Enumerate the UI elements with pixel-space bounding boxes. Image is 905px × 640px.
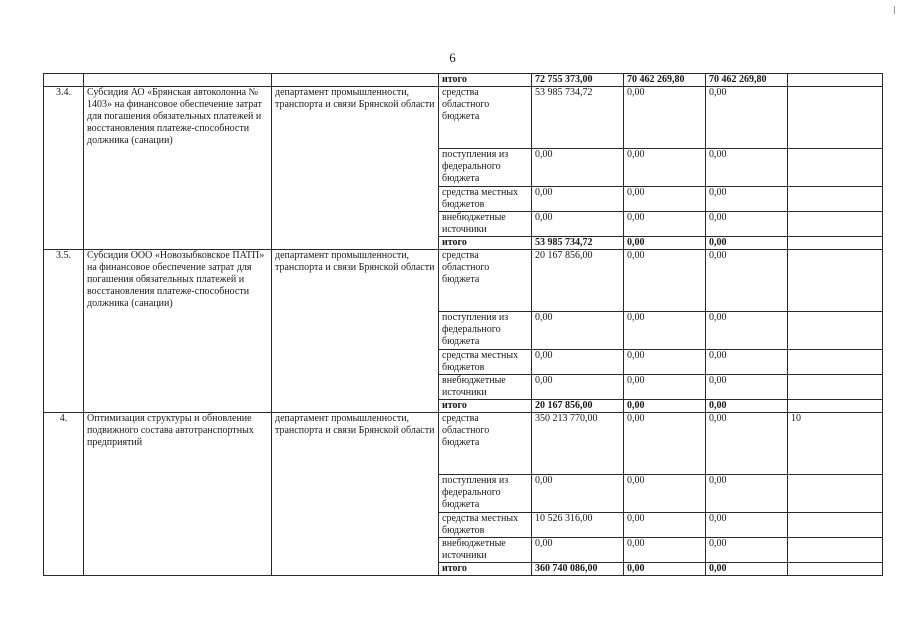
- item-indicator: [788, 250, 883, 312]
- funding-row: [44, 413, 883, 475]
- top-totals-row: [44, 74, 883, 87]
- total-value: 70 462 269,80: [706, 74, 788, 87]
- amount-value: 0,00: [706, 375, 788, 400]
- amount-value: 0,00: [706, 350, 788, 375]
- funding-source: средства местных бюджетов: [439, 513, 532, 538]
- amount-value: 0,00: [706, 250, 788, 312]
- funding-source: внебюджетные источники: [439, 538, 532, 563]
- total-label: итого: [439, 237, 532, 250]
- funding-source: средства областного бюджета: [439, 413, 532, 475]
- amount-value: 0,00: [532, 212, 624, 237]
- item-name: Субсидия АО «Брянская автоколонна № 1403» на финансовое обеспечение затрат для погашения обязательных платежей и восстановления платеже-способности должника (санации): [84, 87, 272, 250]
- total-value: 72 755 373,00: [532, 74, 624, 87]
- amount-value: 0,00: [624, 187, 706, 212]
- funding-row: [44, 250, 883, 312]
- amount-value: 0,00: [624, 513, 706, 538]
- item-name: Субсидия ООО «Новозыбковское ПАТП» на финансовое обеспечение затрат для погашения обязательных платежей и восстановления платеже-способности должника (санации): [84, 250, 272, 413]
- total-value: 53 985 734,72: [532, 237, 624, 250]
- amount-value: 0,00: [706, 312, 788, 350]
- amount-value: 0,00: [624, 375, 706, 400]
- empty-cell: [44, 74, 84, 87]
- amount-value: 0,00: [706, 87, 788, 149]
- total-value: 0,00: [706, 563, 788, 576]
- item-department: департамент промышленности, транспорта и связи Брянской области: [272, 87, 439, 250]
- empty-cell: [788, 350, 883, 375]
- funding-row: [44, 87, 883, 149]
- amount-value: 0,00: [532, 350, 624, 375]
- amount-value: 0,00: [706, 212, 788, 237]
- funding-source: внебюджетные источники: [439, 375, 532, 400]
- total-value: 0,00: [706, 237, 788, 250]
- funding-source: средства областного бюджета: [439, 87, 532, 149]
- amount-value: 0,00: [532, 149, 624, 187]
- amount-value: 0,00: [532, 375, 624, 400]
- empty-cell: [788, 312, 883, 350]
- amount-value: 350 213 770,00: [532, 413, 624, 475]
- budget-table: [43, 73, 883, 576]
- amount-value: 0,00: [706, 475, 788, 513]
- total-value: 70 462 269,80: [624, 74, 706, 87]
- funding-source: поступления из федерального бюджета: [439, 475, 532, 513]
- empty-cell: [788, 375, 883, 400]
- empty-cell: [788, 237, 883, 250]
- total-value: 0,00: [624, 563, 706, 576]
- funding-source: средства местных бюджетов: [439, 350, 532, 375]
- funding-source: внебюджетные источники: [439, 212, 532, 237]
- amount-value: 0,00: [706, 413, 788, 475]
- amount-value: 0,00: [624, 87, 706, 149]
- amount-value: 0,00: [624, 250, 706, 312]
- amount-value: 0,00: [624, 475, 706, 513]
- item-number: 3.5.: [44, 250, 84, 413]
- empty-cell: [788, 513, 883, 538]
- amount-value: 0,00: [624, 212, 706, 237]
- amount-value: 0,00: [706, 513, 788, 538]
- amount-value: 20 167 856,00: [532, 250, 624, 312]
- amount-value: 0,00: [706, 538, 788, 563]
- amount-value: 0,00: [624, 413, 706, 475]
- empty-cell: [788, 475, 883, 513]
- page-number: 6: [449, 50, 456, 65]
- item-department: департамент промышленности, транспорта и связи Брянской области: [272, 413, 439, 576]
- amount-value: 0,00: [624, 149, 706, 187]
- total-label: итого: [439, 563, 532, 576]
- item-indicator: [788, 87, 883, 149]
- amount-value: 0,00: [532, 312, 624, 350]
- total-label: итого: [439, 400, 532, 413]
- amount-value: 0,00: [532, 187, 624, 212]
- empty-cell: [788, 563, 883, 576]
- item-name: Оптимизация структуры и обновление подвижного состава автотранспортных предприятий: [84, 413, 272, 576]
- total-value: 20 167 856,00: [532, 400, 624, 413]
- item-department: департамент промышленности, транспорта и связи Брянской области: [272, 250, 439, 413]
- funding-source: поступления из федерального бюджета: [439, 312, 532, 350]
- empty-cell: [788, 187, 883, 212]
- amount-value: 0,00: [624, 312, 706, 350]
- budget-table-body: [44, 74, 883, 576]
- total-label: итого: [439, 74, 532, 87]
- total-value: 360 740 086,00: [532, 563, 624, 576]
- empty-cell: [84, 74, 272, 87]
- empty-cell: [272, 74, 439, 87]
- empty-cell: [788, 212, 883, 237]
- amount-value: 0,00: [706, 187, 788, 212]
- empty-cell: [788, 149, 883, 187]
- funding-source: средства областного бюджета: [439, 250, 532, 312]
- item-number: 3.4.: [44, 87, 84, 250]
- total-value: 0,00: [706, 400, 788, 413]
- amount-value: 53 985 734,72: [532, 87, 624, 149]
- total-value: 0,00: [624, 400, 706, 413]
- item-indicator: 10: [788, 413, 883, 475]
- funding-source: поступления из федерального бюджета: [439, 149, 532, 187]
- funding-source: средства местных бюджетов: [439, 187, 532, 212]
- item-number: 4.: [44, 413, 84, 576]
- empty-cell: [788, 74, 883, 87]
- amount-value: 0,00: [624, 538, 706, 563]
- amount-value: 10 526 316,00: [532, 513, 624, 538]
- amount-value: 0,00: [706, 149, 788, 187]
- amount-value: 0,00: [624, 350, 706, 375]
- amount-value: 0,00: [532, 475, 624, 513]
- empty-cell: [788, 538, 883, 563]
- empty-cell: [788, 400, 883, 413]
- total-value: 0,00: [624, 237, 706, 250]
- scan-edge-mark: [894, 6, 895, 14]
- amount-value: 0,00: [532, 538, 624, 563]
